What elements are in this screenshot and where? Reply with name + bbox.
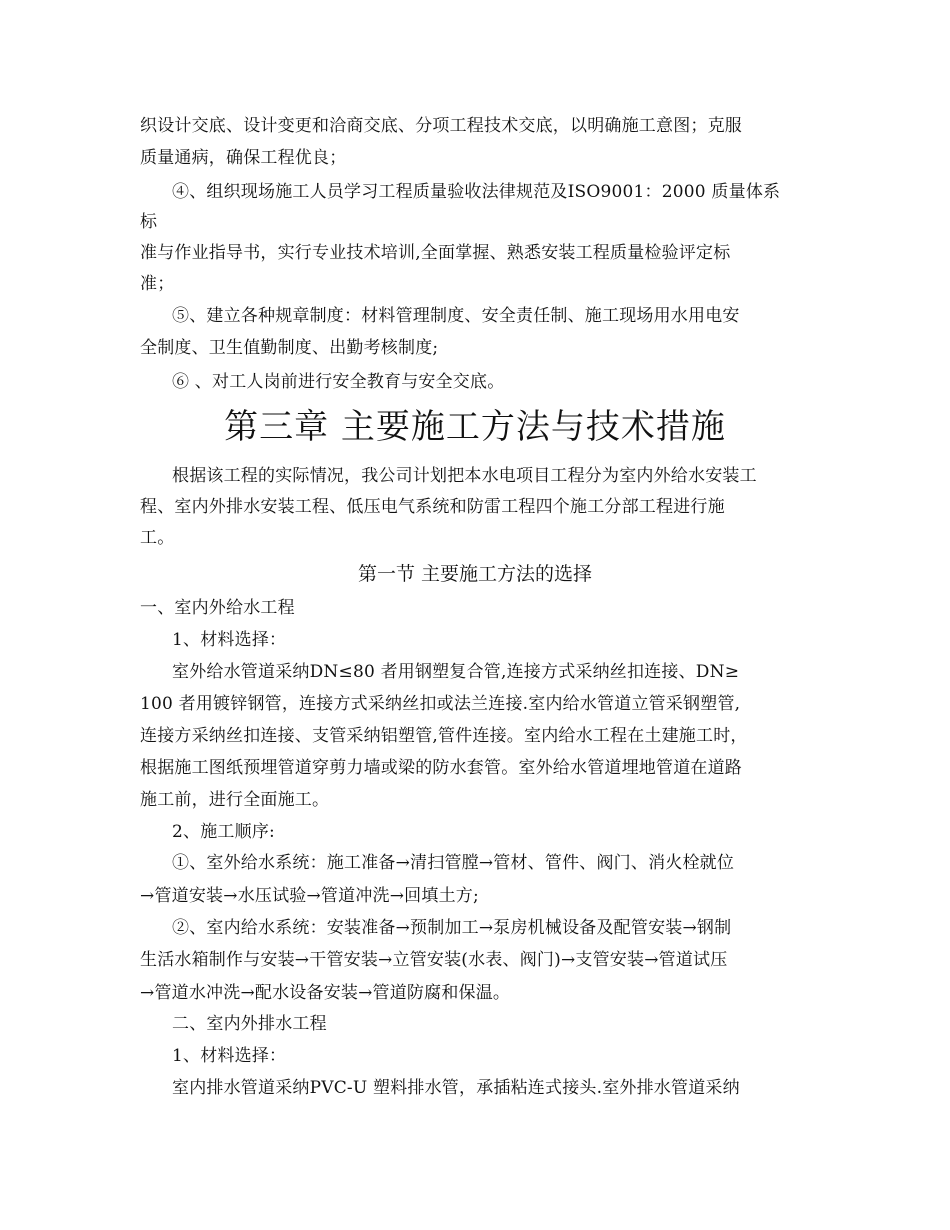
chapter-paragraph: 工。 (140, 528, 175, 548)
materials-paragraph: 根据施工图纸预埋管道穿剪力墙或梁的防水套管。室外给水管道埋地管道在道路 (140, 758, 742, 778)
drainage-materials-heading: 1、材料选择： (172, 1046, 287, 1066)
intro-line: 质量通病，确保工程优良； (140, 148, 347, 168)
order-item-2-continuation: →管道水冲洗→配水设备安装→管道防腐和保温。 (140, 983, 511, 1003)
drainage-heading: 二、室内外排水工程 (172, 1014, 327, 1034)
materials-paragraph: 100 者用镀锌钢管，连接方式采纳丝扣或法兰连接.室内给水管道立管采钢塑管, (140, 694, 741, 714)
order-heading: 2、施工顺序: (172, 822, 275, 842)
water-supply-heading: 一、室内外给水工程 (140, 598, 295, 618)
list-item-6: ⑥ 、对工人岗前进行安全教育与安全交底。 (172, 372, 505, 392)
list-item-4-continuation: 准与作业指导书，实行专业技术培训,全面掌握、熟悉安装工程质量检验评定标 (140, 243, 731, 263)
list-item-4-continuation: 准； (140, 274, 175, 294)
list-item-4: ④、组织现场施工人员学习工程质量验收法律规范及ISO9001：2000 质量体系 (172, 182, 781, 202)
materials-heading: 1、材料选择： (172, 630, 287, 650)
chapter-paragraph: 程、室内外排水安装工程、低压电气系统和防雷工程四个施工分部工程进行施 (140, 497, 725, 517)
list-item-4-continuation: 标 (140, 212, 158, 232)
materials-paragraph: 室外给水管道采纳DN≤80 者用钢塑复合管,连接方式采纳丝扣连接、DN≥ (172, 662, 740, 682)
intro-line: 织设计交底、设计变更和洽商交底、分项工程技术交底，以明确施工意图；克服 (140, 116, 742, 136)
order-item-1: ①、室外给水系统：施工准备→清扫管膛→管材、管件、阀门、消火栓就位 (172, 853, 735, 873)
order-item-2: ②、室内给水系统：安装准备→预制加工→泵房机械设备及配管安装→钢制 (172, 918, 732, 938)
chapter-title: 第三章 主要施工方法与技术措施 (224, 407, 726, 447)
drainage-materials-paragraph: 室内排水管道采纳PVC-U 塑料排水管，承插粘连式接头.室外排水管道采纳 (172, 1078, 740, 1098)
order-item-2-continuation: 生活水箱制作与安装→干管安装→立管安装(水表、阀门)→支管安装→管道试压 (140, 950, 728, 970)
order-item-1-continuation: →管道安装→水压试验→管道冲洗→回填土方; (140, 886, 479, 906)
list-item-5: ⑤、建立各种规章制度：材料管理制度、安全责任制、施工现场用水用电安 (172, 306, 740, 326)
materials-paragraph: 连接方采纳丝扣连接、支管采纳铝塑管,管件连接。室内给水工程在土建施工时， (140, 726, 748, 746)
materials-paragraph: 施工前，进行全面施工。 (140, 790, 330, 810)
chapter-paragraph: 根据该工程的实际情况，我公司计划把本水电项目工程分为室内外给水安装工 (172, 466, 757, 486)
section-title: 第一节 主要施工方法的选择 (357, 563, 593, 585)
list-item-5-continuation: 全制度、卫生值勤制度、出勤考核制度; (140, 338, 439, 358)
